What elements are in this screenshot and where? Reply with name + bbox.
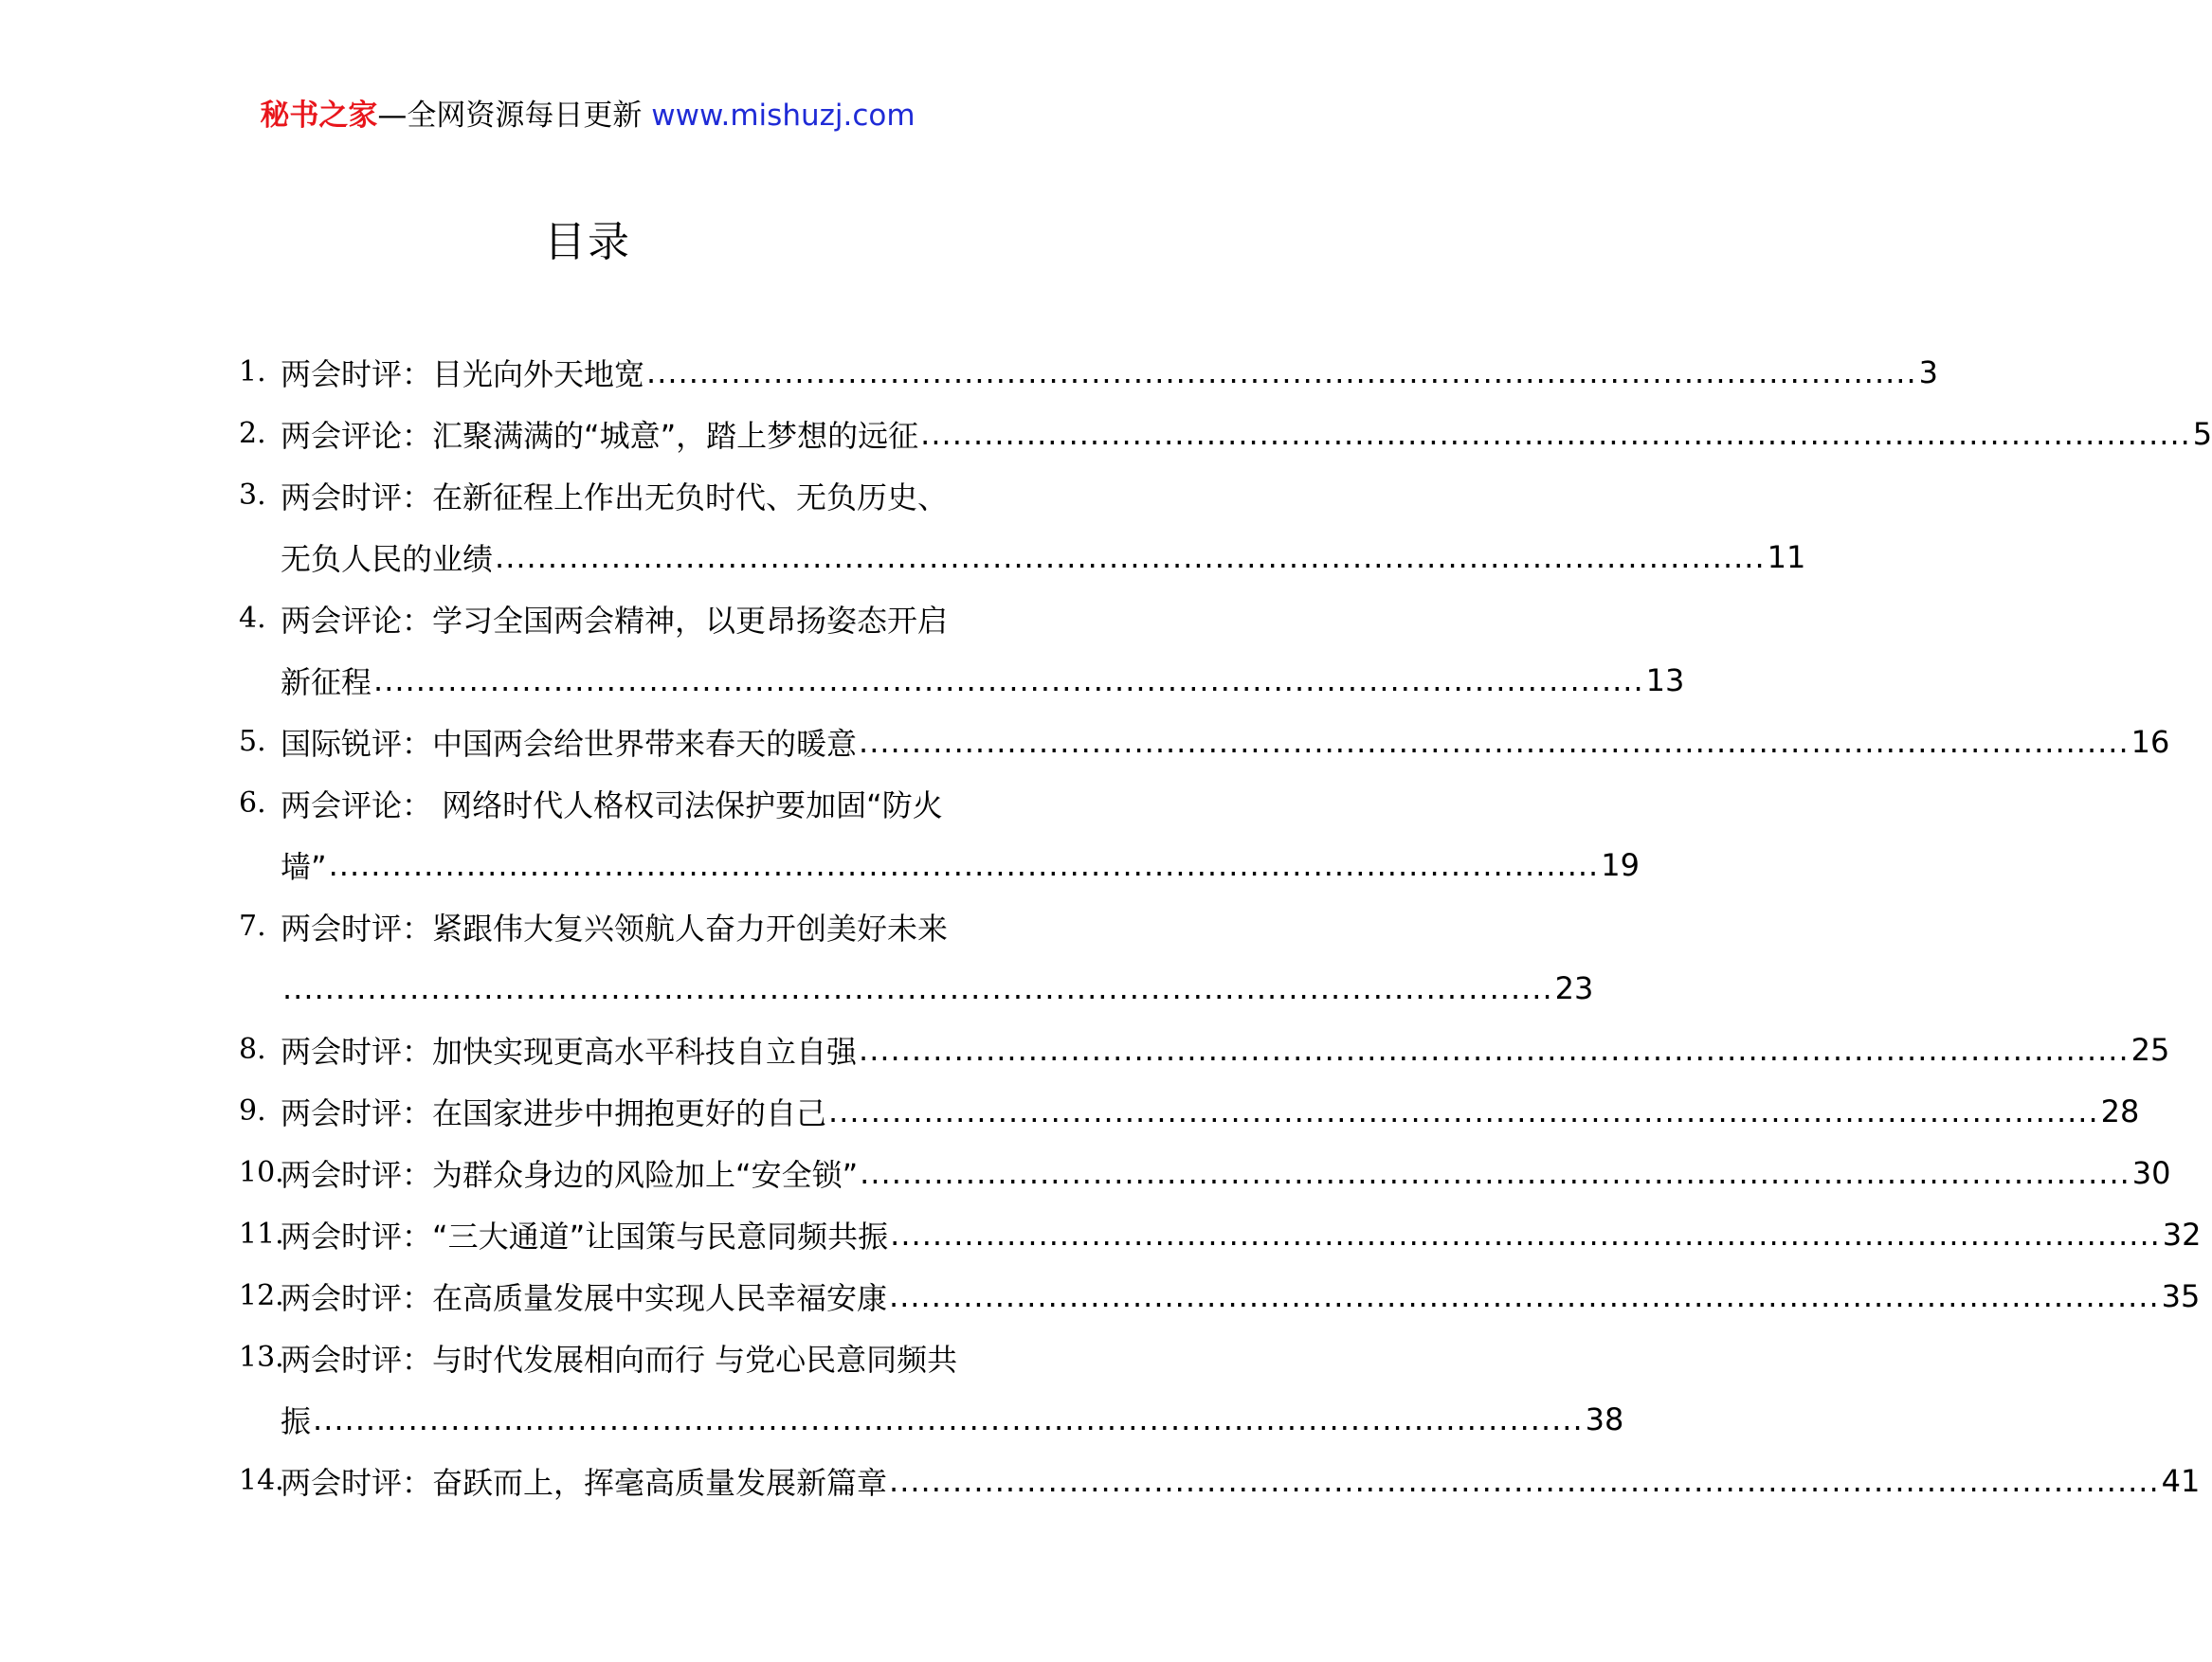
toc-entry-line <box>239 1388 1624 1450</box>
toc-page-number: 35 <box>2161 1277 2201 1314</box>
toc-entry-line <box>239 1327 997 1388</box>
toc-entry-number: 1. <box>239 355 266 388</box>
site-url-link[interactable]: www.mishuzj.com <box>651 99 916 133</box>
toc-leader-dots <box>889 1278 2160 1314</box>
toc-page-number: 5 <box>2192 415 2212 452</box>
site-header <box>0 97 1175 135</box>
toc-leader-dots <box>828 1093 2099 1129</box>
toc-entry-text: 两会时评：加快实现更高水平科技自立自强 <box>281 1033 858 1070</box>
toc-entry-line <box>239 895 997 957</box>
toc-entry[interactable] <box>239 1080 2140 1142</box>
toc-entry-text: 两会时评：奋跃而上，挥毫高质量发展新篇章 <box>281 1464 888 1501</box>
toc-entry-text: 两会时评：与时代发展相向而行 与党心民意同频共 <box>281 1341 958 1378</box>
toc-entry-number: 14. <box>239 1464 284 1497</box>
toc-page-number: 23 <box>1554 969 1594 1006</box>
toc-page-number: 11 <box>1767 538 1806 575</box>
toc-entry-text: 两会时评：紧跟伟大复兴领航人奋力开创美好未来 <box>281 910 949 947</box>
toc-entry-text: 两会时评：“三大通道”让国策与民意同频共振 <box>281 1218 889 1255</box>
toc-entry[interactable] <box>239 895 1594 1019</box>
toc-entry-text: 两会时评：在新征程上作出无负时代、无负历史、 <box>281 479 949 515</box>
toc-entry-text: 两会时评：在国家进步中拥抱更好的自己 <box>281 1094 827 1131</box>
toc-leader-dots <box>329 847 1600 883</box>
toc-entry-number: 11. <box>239 1218 284 1251</box>
toc-entry-text: 两会时评：目光向外天地宽 <box>281 355 645 392</box>
toc-page-number: 19 <box>1601 846 1640 883</box>
toc-entry-text: 墙” <box>281 848 327 885</box>
toc-entry-line <box>239 1019 2170 1080</box>
toc-entry-text: 新征程 <box>281 663 372 700</box>
toc-entry-line <box>239 403 2212 464</box>
toc-entry-line <box>239 711 2170 772</box>
toc-entry[interactable] <box>239 1203 2202 1265</box>
toc-entry[interactable] <box>239 464 1806 587</box>
toc-leader-dots <box>282 970 1553 1006</box>
toc-entry-line <box>239 1265 2201 1327</box>
toc-page-number: 30 <box>2131 1154 2171 1191</box>
toc-entry-number: 7. <box>239 910 266 943</box>
toc-entry[interactable] <box>239 341 1938 403</box>
toc-page-number: 41 <box>2161 1462 2201 1499</box>
toc-leader-dots <box>859 724 2130 760</box>
toc-page-number: 32 <box>2162 1216 2202 1253</box>
toc-entry-number: 8. <box>239 1033 266 1066</box>
toc-title: 目录 <box>544 218 631 266</box>
toc-entry-text: 两会时评：为群众身边的风险加上“安全锁” <box>281 1156 859 1193</box>
toc-entry[interactable] <box>239 1265 2201 1327</box>
toc-leader-dots <box>860 1155 2130 1191</box>
toc-entry[interactable] <box>239 772 1640 895</box>
toc-entry[interactable] <box>239 587 1685 711</box>
toc-entry-number: 10. <box>239 1156 284 1189</box>
toc-page-number: 28 <box>2100 1093 2140 1129</box>
toc-entry-line <box>239 1203 2202 1265</box>
toc-entry-text: 国际锐评：中国两会给世界带来春天的暖意 <box>281 725 858 762</box>
toc-entry-line <box>239 1450 2201 1511</box>
toc-entry-line <box>239 464 997 526</box>
toc-entry-text: 两会评论：汇聚满满的“城意”，踏上梦想的远征 <box>281 417 919 454</box>
toc-leader-dots <box>889 1463 2160 1499</box>
toc-entry-text: 两会时评：在高质量发展中实现人民幸福安康 <box>281 1279 888 1316</box>
toc-page-number: 16 <box>2130 723 2170 760</box>
toc-entry-number: 3. <box>239 479 266 512</box>
toc-entry-number: 9. <box>239 1094 266 1128</box>
toc-entry[interactable] <box>239 403 2212 464</box>
toc-entry-line <box>239 957 1594 1019</box>
toc-leader-dots <box>890 1217 2161 1253</box>
toc-entry-number: 5. <box>239 725 266 758</box>
toc-entry[interactable] <box>239 1019 2170 1080</box>
toc-leader-dots <box>859 1032 2130 1068</box>
toc-page-number: 38 <box>1585 1400 1624 1437</box>
toc-entry[interactable] <box>239 1450 2201 1511</box>
toc-entry[interactable] <box>239 1142 2171 1203</box>
toc-leader-dots <box>646 354 1917 390</box>
toc-entry[interactable] <box>239 1327 1624 1450</box>
toc-leader-dots <box>313 1401 1584 1437</box>
toc-page-number: 25 <box>2130 1031 2170 1068</box>
toc-entry-number: 2. <box>239 417 266 450</box>
toc-entry-number: 13. <box>239 1341 284 1374</box>
toc-entry-line <box>239 526 1806 587</box>
header-tagline: —全网资源每日更新 <box>377 99 643 133</box>
toc-entry-line <box>239 587 997 649</box>
toc-entry-number: 12. <box>239 1279 284 1312</box>
toc-entry-text: 两会评论： 网络时代人格权司法保护要加固“防火 <box>281 786 943 823</box>
toc-entry-line <box>239 341 1938 403</box>
toc-leader-dots <box>495 539 1766 575</box>
toc-page-number: 13 <box>1645 661 1685 698</box>
toc-entry-text: 两会评论：学习全国两会精神，以更昂扬姿态开启 <box>281 602 949 639</box>
toc-entry[interactable] <box>239 711 2170 772</box>
toc-page-number: 3 <box>1918 353 1938 390</box>
toc-entry-text: 振 <box>281 1402 312 1439</box>
toc-entry-number: 4. <box>239 602 266 635</box>
toc-leader-dots <box>920 416 2191 452</box>
toc-entry-text: 无负人民的业绩 <box>281 540 494 577</box>
toc-entry-line <box>239 772 997 834</box>
toc-entry-line <box>239 1080 2140 1142</box>
toc-entry-line <box>239 834 1640 895</box>
toc-entry-line <box>239 1142 2171 1203</box>
brand-name: 秘书之家 <box>260 99 378 133</box>
toc-entry-line <box>239 649 1685 711</box>
toc-leader-dots <box>373 662 1644 698</box>
table-of-contents <box>239 341 2212 1511</box>
toc-entry-number: 6. <box>239 786 266 820</box>
